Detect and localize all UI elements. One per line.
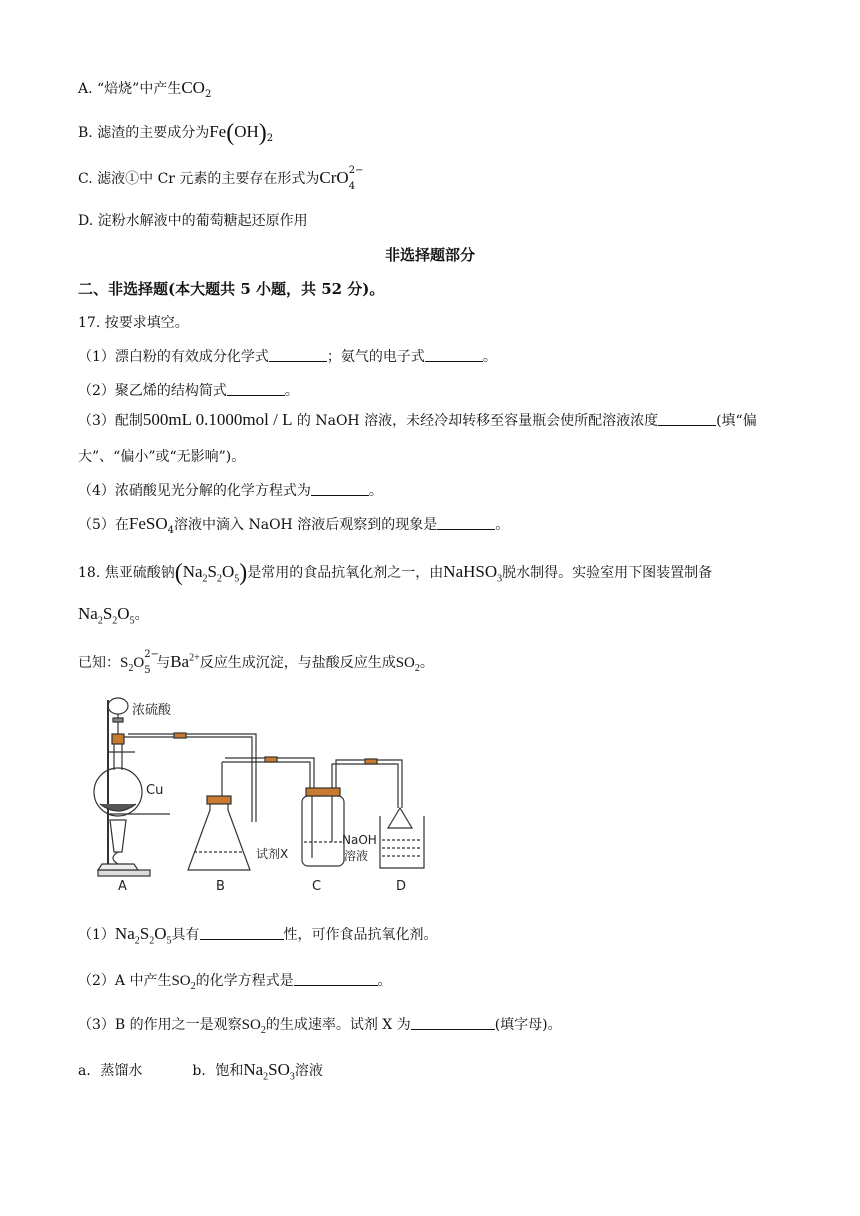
q17-part2: （2）聚乙烯的结构简式 。 [78, 383, 299, 399]
q17-part3-cont: 大”、“偏小”或“无影响”)。 [78, 449, 246, 465]
q17-part5: （5）在FeSO$_4$溶液中滴入 NaOH 溶液后观察到的现象是 。 [78, 514, 510, 536]
label-solution: 溶液 [344, 849, 369, 863]
q18-part1: $(1)Na_2S_2O_5$具有 性，可作食品抗氧化剂。 [78, 924, 438, 947]
option-a: A. “焙烧”中产生$CO_2$ [78, 78, 212, 100]
label-d: D [396, 879, 407, 894]
label-a: A [118, 879, 127, 894]
section-header: 二、非选择题(本大题共 5 小题，共 52 分)。 [78, 280, 385, 298]
label-reagent-x: 试剂X [256, 847, 289, 861]
label-naoh: NaOH [342, 833, 377, 847]
option-c: C. 滤液①中 Cr 元素的主要存在形式为CrO 2− 4 [78, 165, 364, 192]
option-d: D. 淀粉水解液中的葡萄糖起还原作用 [78, 213, 308, 229]
bottle-c [302, 796, 344, 866]
label-c: C [312, 879, 322, 894]
q18-part2: （2）A 中产生$SO_2$的化学方程式是 。 [78, 973, 392, 992]
beaker-d [380, 816, 424, 868]
q17-part3: （3）配制500mL 0.1000mol / L 的 NaOH 溶液，未经冷却转移至容量瓶会使所配溶液浓度 (填“偏 [78, 410, 757, 429]
q18-part3: （3）B 的作用之一是观察$SO_2$的生成速率。试剂 X 为 (填字母)。 [78, 1017, 562, 1036]
q18-stem-cont: $Na_2S_2O_5$。 [78, 604, 149, 627]
burner [110, 820, 126, 852]
q18-known: 已知：$S_2O$ 2− 5 与$Ba^{2+}$反应生成沉淀，与盐酸反应生成$SO_2$。 [78, 649, 434, 676]
q18-options: a．蒸馏水 b．饱和$Na_2SO_3$溶液 [78, 1060, 323, 1083]
apparatus-figure [80, 692, 430, 897]
label-conc-h2so4: 浓硫酸 [132, 703, 172, 718]
flask-b [188, 802, 250, 870]
q17-stem: 17. 按要求填空。 [78, 315, 189, 331]
funnel [108, 698, 128, 714]
q18-stem: 18. 焦亚硫酸钠$(Na_2S_2O_5)$是常用的食品抗氧化剂之一，由NaHSO$_3$脱水制得。实验室用下图装置制备 [78, 560, 713, 586]
option-b: B. 滤渣的主要成分为$Fe(OH)_2$ [78, 120, 274, 146]
q17-part4: （4）浓硝酸见光分解的化学方程式为 。 [78, 483, 383, 499]
label-cu: Cu [146, 783, 164, 798]
section-title: 非选择题部分 [384, 246, 475, 264]
q17-part1: （1）漂白粉的有效成分化学式 ；氨气的电子式 。 [78, 349, 497, 365]
label-b: B [216, 879, 225, 894]
stand-base [98, 870, 150, 876]
